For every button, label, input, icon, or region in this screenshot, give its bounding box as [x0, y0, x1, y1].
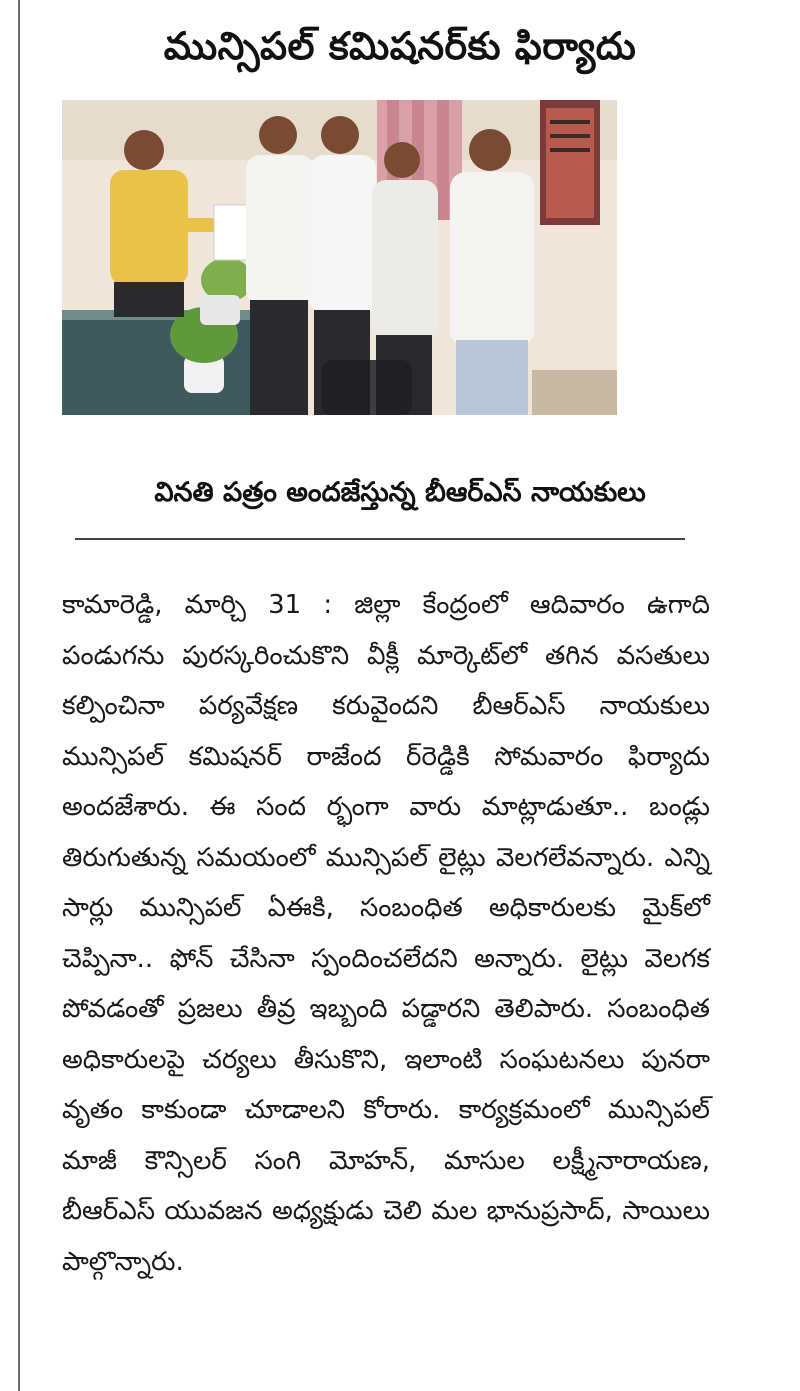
- headline: మున్సిపల్ కమిషనర్‌కు ఫిర్యాదు: [163, 24, 637, 68]
- chair: [322, 360, 412, 415]
- news-photo-illustration: [62, 100, 617, 415]
- person-2: [246, 116, 314, 415]
- desk: [62, 315, 277, 415]
- photo-caption: వినతి పత్రం అందజేస్తున్న బీఆర్ఎస్ నాయకులు: [154, 477, 646, 508]
- column-rule: [18, 0, 20, 1391]
- caption-divider: [75, 538, 685, 540]
- article-body: కామారెడ్డి, మార్చి 31 : జిల్లా కేంద్రంలో ఆదివారం ఉగాది పండుగను పురస్కరించుకొని వీక్లీ మార్కెట్‌లో తగిన వసతులు కల్పించినా పర్యవేక్షణ కరువైందని బీఆర్ఎస్ నాయకులు మున్సిపల్ కమిషనర్ రాజేంద ర్‌రెడ్డికి సోమవారం ఫిర్యాదు అందజేశారు. ఈ సంద ర్భంగా వారు మాట్లాడుతూ.. బండ్లు తిరుగుతున్న సమయంలో మున్సిపల్ లైట్లు వెలగలేవన్నారు. ఎన్ని సార్లు మున్సిపల్ ఏఈకి, సంబంధిత అధికారులకు మైక్‌లో చెప్పినా.. ఫోన్ చేసినా స్పందించలేదని అన్నారు. లైట్లు వెలగక పోవడంతో ప్రజలు తీవ్ర ఇబ్బంది పడ్డారని తెలిపారు. సంబంధిత అధికారులపై చర్యలు తీసుకొని, ఇలాంటి సంఘటనలు పునరా వృతం కాకుండా చూడాలని కోరారు. కార్యక్రమంలో మున్సిపల్ మాజీ కౌన్సిలర్ సంగి మోహన్, మాసుల లక్ష్మీనారాయణ, బీఆర్ఎస్ యువజన అధ్యక్షుడు చెలి మల భానుప్రసాద్, సాయిలు పాల్గొన్నారు.: [62, 590, 710, 1277]
- news-photo: [62, 100, 617, 415]
